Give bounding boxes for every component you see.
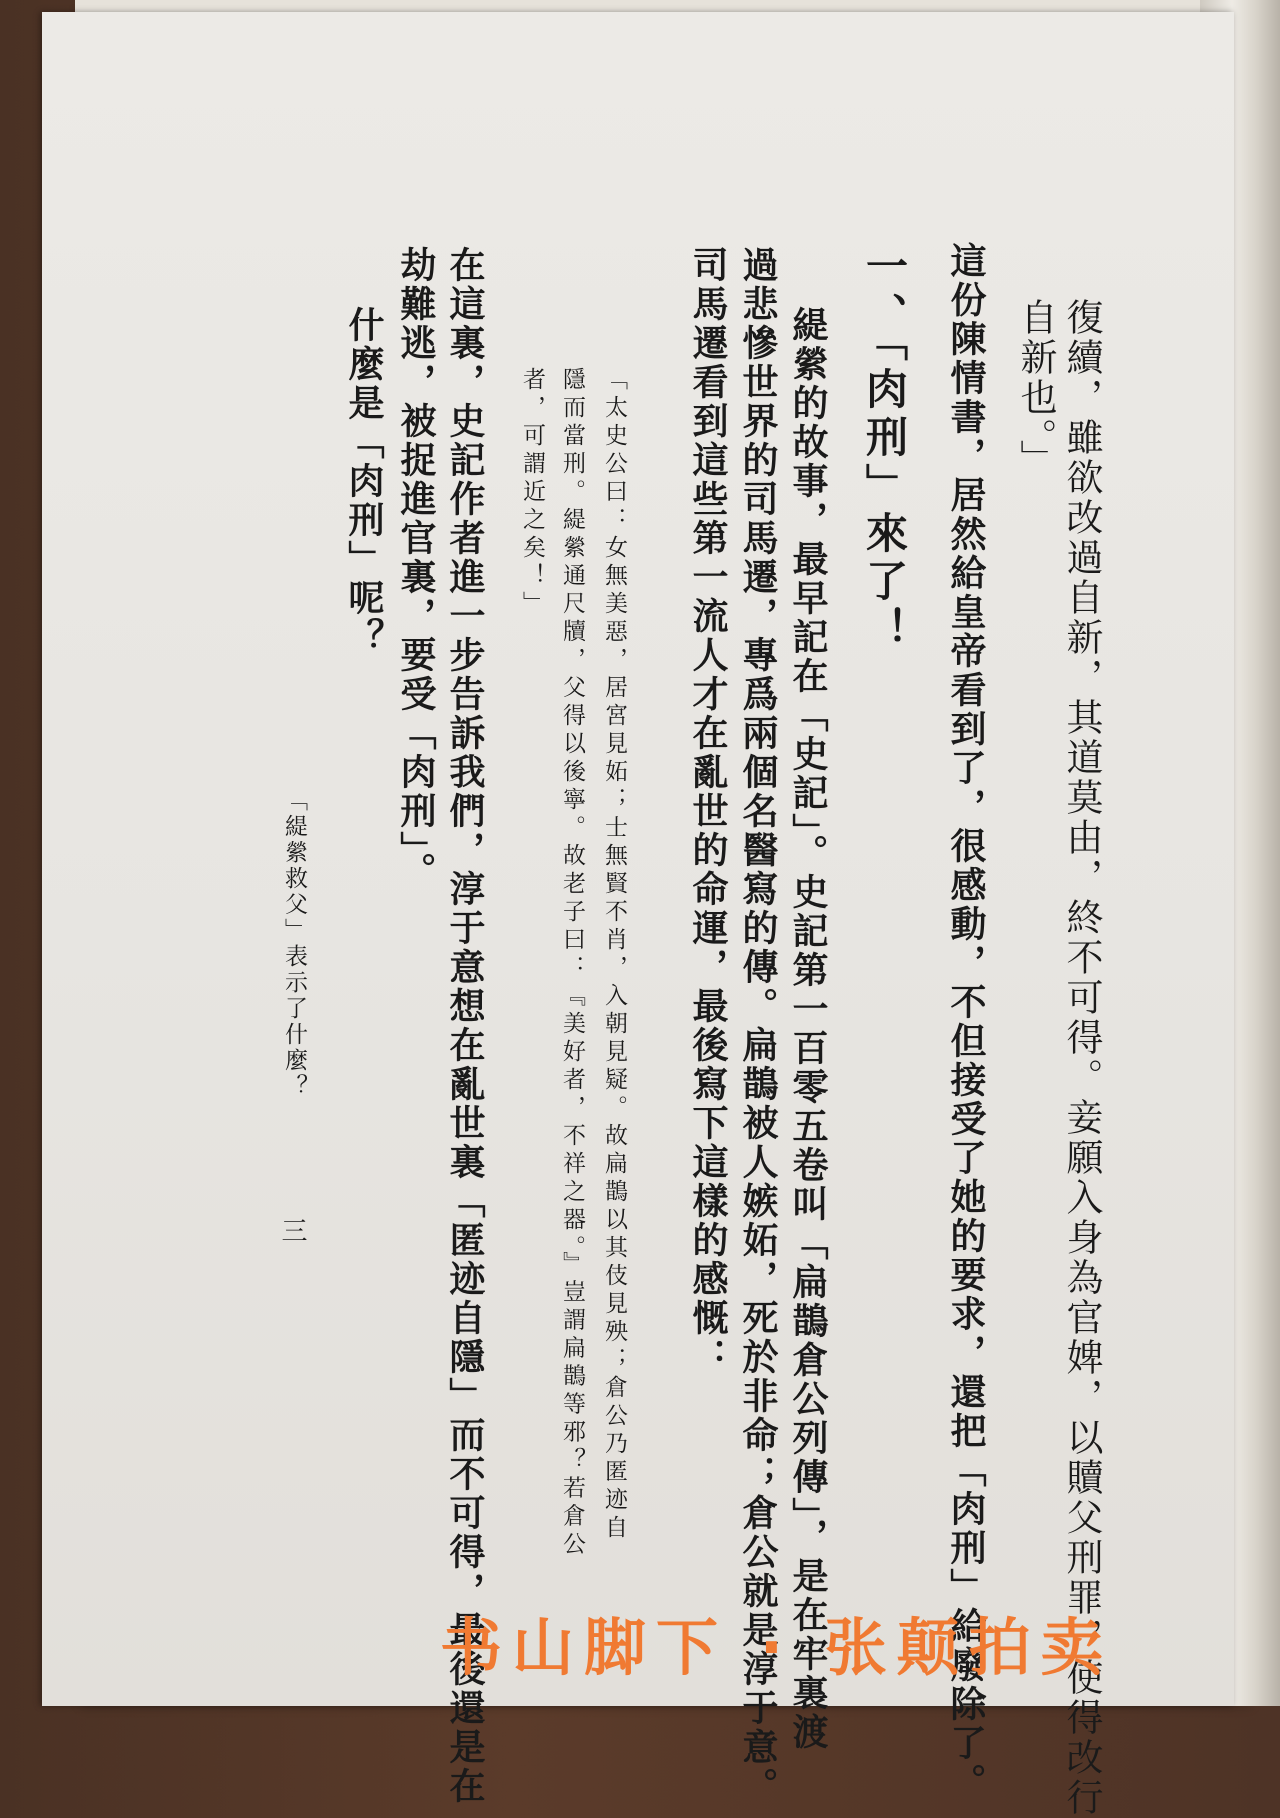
paragraph-1-line-1: 這份陳情書，居然給皇帝看到了，很感動，不但接受了她的要求，還把「肉刑」給廢除了。: [945, 242, 986, 1802]
paragraph-3-line-2: 劫難逃，被捉進官裏，要受「肉刑」。: [395, 246, 436, 891]
caption: 「緹縈救父」表示了什麼？: [281, 788, 307, 1100]
quote-line-1: 「太史公曰：女無美惡，居宮見妬；士無賢不肖，入朝見疑。故扁鵲以其伎見殃；倉公乃匿迹自: [601, 367, 627, 1543]
quote-line-2: 隱而當刑。緹縈通尺牘，父得以後寧。故老子曰：『美好者，不祥之器。』豈謂扁鵲等邪？若倉公: [559, 367, 585, 1560]
watermark-text: 书山脚下 · 张颠拍卖: [440, 1611, 1113, 1684]
quote-line-3: 者，可謂近之矣！」: [519, 367, 545, 619]
letter-line-1: 復續，雖欲改過自新，其道莫由，終不可得。妾願入身為官婢，以贖父刑罪，使得改行: [1060, 298, 1103, 1818]
question-line: 什麼是「肉刑」呢？: [343, 306, 384, 657]
letter-line-2: 自新也。」: [1014, 298, 1057, 480]
page-number: 三: [277, 1217, 307, 1243]
paragraph-2-line-1: 緹縈的故事，最早記在「史記」。史記第一百零五卷叫「扁鵲倉公列傳」，是在牢裏渡: [787, 306, 828, 1752]
book-page: [42, 12, 1234, 1818]
paragraph-2-line-3: 司馬遷看到這些第一流人才在亂世的命運，最後寫下這樣的感慨：: [687, 246, 728, 1377]
paragraph-3-line-1: 在這裏，史記作者進一步告訴我們，淳于意想在亂世裏「匿迹自隱」而不可得，最後還是在: [444, 246, 485, 1806]
section-heading: 一、「肉刑」來了！: [860, 244, 909, 655]
paragraph-2-line-2: 過悲慘世界的司馬遷，專爲兩個名醫寫的傳。扁鵲被人嫉妬，死於非命；倉公就是淳于意。: [737, 246, 778, 1806]
